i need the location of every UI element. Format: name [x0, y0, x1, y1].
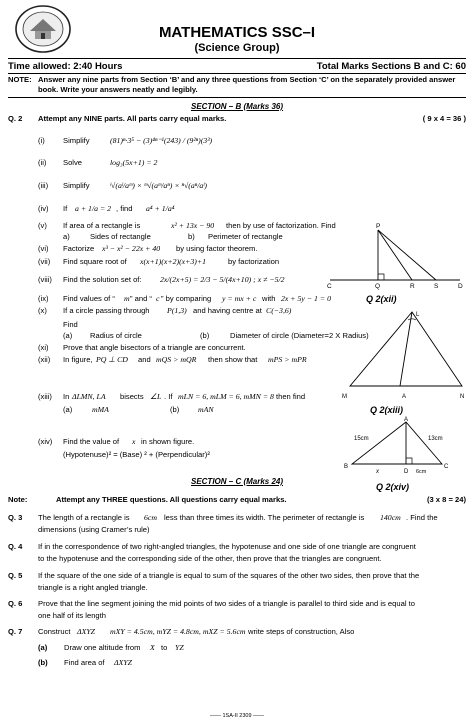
q3-pre: The length of a rectangle is	[38, 513, 130, 522]
fig-xii-label-c: C	[327, 283, 332, 290]
part-xiii-pre: In	[63, 392, 70, 401]
fig-xiv-label-b: B	[344, 464, 349, 470]
part-ix-mid2: ” by comparing	[161, 294, 212, 303]
total-marks: Total Marks Sections B and C: 60	[316, 61, 466, 72]
part-x-math2: C(−3,6)	[266, 306, 292, 315]
header-rule-mid	[8, 73, 466, 74]
fig-xiii-label-n: N	[460, 394, 465, 400]
q5-line1: If the square of the one side of a triangle is equal to sum of the squares of the other two sides, then prove that the	[38, 571, 420, 580]
fig-xii-label-s: S	[434, 283, 439, 290]
part-i-number: (i)	[38, 136, 45, 145]
part-xi-number: (xi)	[38, 343, 49, 352]
q7-pre: Construct	[38, 627, 71, 636]
q7-b-m: ΔXYZ	[114, 658, 133, 667]
part-x-find: Find	[63, 320, 78, 329]
header-rule-bottom	[8, 97, 466, 98]
fig-xiv-label-a: A	[404, 417, 409, 423]
part-xii-mid1: and	[138, 355, 151, 364]
part-iv-mid: , find	[116, 204, 133, 213]
fig-xiv-base-6: 6cm	[416, 469, 427, 475]
q3-post: . Find the	[406, 513, 438, 522]
figure-q2-xii	[326, 222, 466, 292]
part-v-a-label: a)	[63, 232, 70, 241]
part-ix-math1: y = mx + c	[222, 294, 257, 303]
q6-number: Q. 6	[8, 599, 23, 608]
part-v-b-label: b)	[188, 232, 195, 241]
q2-number: Q. 2	[8, 114, 23, 123]
part-viii-pre: Find the solution set of:	[63, 275, 142, 284]
q7-math2: mXY = 4.5cm, mYZ = 4.8cm, mXZ = 5.6cm	[110, 627, 246, 636]
part-vi-pre: Factorize	[63, 244, 95, 253]
part-iv-math2: a⁴ + 1/a⁴	[146, 204, 175, 213]
part-ix-mid1: ” and “	[130, 294, 152, 303]
part-vii-pre: Find square root of	[63, 257, 127, 266]
page-footer: —— 1SA-II 2309 ——	[209, 713, 265, 719]
part-vii-math: x(x+1)(x+2)(x+3)+1	[140, 257, 207, 266]
fig-xiv-x: x	[376, 469, 379, 475]
part-iv-pre: If	[63, 204, 68, 213]
fig-xiii-label-a: A	[402, 394, 407, 400]
q5-line2: triangle is a right angled triangle.	[38, 583, 148, 592]
q3-mid: less than three times its width. The perimeter of rectangle is	[164, 513, 365, 522]
q7-a-m2: YZ	[175, 643, 184, 652]
part-ii-text: Solve	[63, 158, 82, 167]
q7-b-label: (b)	[38, 658, 48, 667]
part-v-b-text: Perimeter of rectangle	[208, 232, 283, 241]
q6-line2: one half of its length	[38, 611, 106, 620]
part-x-mid: and having centre at	[193, 306, 262, 315]
part-vi-post: by using factor theorem.	[176, 244, 258, 253]
part-iv-math1: a + 1/a = 2	[75, 204, 112, 213]
part-vi-math: x³ − x² − 22x + 40	[102, 244, 161, 253]
figure-q2-xiv	[342, 416, 468, 480]
part-v-pre: If area of a rectangle is	[63, 221, 141, 230]
section-c-note-label: Note:	[8, 495, 28, 504]
part-xiii-a-math: mMA	[92, 405, 109, 414]
q3-math2: 140cm	[380, 513, 401, 522]
part-v-post: then by use of factorization. Find	[226, 221, 336, 230]
figure-label-q2-xii: Q 2(xii)	[366, 294, 397, 304]
fig-xiv-label-d: D	[404, 469, 409, 475]
part-vii-number: (vii)	[38, 257, 51, 266]
part-ix-c: c	[156, 294, 160, 303]
q7-a-label: (a)	[38, 643, 48, 652]
part-xiii-mid2: . If	[164, 392, 173, 401]
fig-xiv-side-13: 13cm	[428, 436, 443, 442]
section-b-heading: SECTION – B (Marks 36)	[190, 102, 284, 111]
q4-line1: If in the correspondence of two right-angled triangles, the hypotenuse and one side of one triangle are congruent	[38, 542, 416, 551]
q2-marks: ( 9 x 4 = 36 )	[422, 114, 466, 123]
part-x-b-label: (b)	[200, 331, 210, 340]
fig-xii-label-d: D	[458, 283, 463, 290]
part-xii-math3: mPS > mPR	[268, 355, 307, 364]
time-allowed: Time allowed: 2:40 Hours	[8, 61, 123, 72]
part-x-a-label: (a)	[63, 331, 73, 340]
q4-number: Q. 4	[8, 542, 23, 551]
part-x-b-text: Diameter of circle (Diameter=2 X Radius)	[230, 331, 369, 340]
section-c-note-text: Attempt any THREE questions. All questions carry equal marks.	[56, 495, 287, 504]
part-xiii-b-math: mAN	[198, 405, 214, 414]
part-iv-number: (iv)	[38, 204, 49, 213]
figure-label-q2-xiv: Q 2(xiv)	[376, 482, 410, 492]
part-xiii-math2: ∠L	[150, 392, 162, 401]
part-iii-number: (iii)	[38, 181, 49, 190]
part-iii-text: Simplify	[63, 181, 90, 190]
part-xiv-line1-x: x	[132, 437, 136, 446]
q3-math1: 6cm	[144, 513, 157, 522]
part-xiii-mid3: then find	[276, 392, 306, 401]
q2-text: Attempt any NINE parts. All parts carry equal marks.	[38, 114, 227, 123]
part-ii-number: (ii)	[38, 158, 47, 167]
part-xii-mid2: then show that	[208, 355, 258, 364]
part-vii-post: by factorization	[228, 257, 280, 266]
note-text: Answer any nine parts from Section ‘B’ and any three questions from Section ‘C’ on the separately provided answer book. Write your answers neatly and legibly.	[38, 75, 456, 94]
part-xii-number: (xii)	[38, 355, 51, 364]
part-xiii-mid1: bisects	[120, 392, 144, 401]
part-xiii-b-label: (b)	[170, 405, 180, 414]
part-xiii-a-label: (a)	[63, 405, 73, 414]
part-x-math1: P(1,3)	[167, 306, 187, 315]
figure-q2-xiii	[340, 306, 468, 404]
part-xii-math1: PQ ⊥ CD	[96, 355, 128, 364]
fig-xiii-label-l: L	[416, 312, 420, 318]
part-ix-math2: 2x + 5y − 1 = 0	[281, 294, 331, 303]
fig-xii-label-q: Q	[375, 283, 381, 290]
q7-a-m1: X	[150, 643, 155, 652]
part-viii-number: (viii)	[38, 275, 52, 284]
part-xiv-number: (xiv)	[38, 437, 53, 446]
q7-b-pre: Find area of	[64, 658, 105, 667]
part-xiv-line2: (Hypotenuse)² = (Base) ² + (Perpendicular)²	[63, 450, 210, 459]
header-rule-top	[8, 58, 466, 59]
q7-math1: ΔXYZ	[77, 627, 96, 636]
part-v-a-text: Sides of rectangle	[90, 232, 151, 241]
exam-title: MATHEMATICS SSC–I	[158, 24, 316, 41]
part-ii-math: log₃(5x+1) = 2	[110, 158, 158, 167]
part-xiv-line1-pre: Find the value of	[63, 437, 120, 446]
figure-label-q2-xiii: Q 2(xiii)	[370, 405, 404, 415]
fig-xii-label-r: R	[410, 283, 415, 290]
exam-subtitle: (Science Group)	[194, 42, 280, 54]
fig-xii-label-p: P	[376, 223, 381, 230]
note-label: NOTE:	[8, 75, 32, 84]
part-xii-pre: In figure,	[63, 355, 93, 364]
q4-line2: to the hypotenuse and the corresponding side of the other, then prove that the triangles are congruent.	[38, 554, 382, 563]
part-xiii-math1: ΔLMN, LA	[72, 392, 106, 401]
part-xiii-number: (xiii)	[38, 392, 52, 401]
section-c-note-marks: (3 x 8 = 24)	[426, 495, 466, 504]
part-xi-text: Prove that angle bisectors of a triangle are concurrent.	[63, 343, 246, 352]
part-ix-m: m	[124, 294, 130, 303]
part-ix-number: (ix)	[38, 294, 49, 303]
part-xiv-line1-post: in shown figure.	[141, 437, 195, 446]
part-x-pre: If a circle passing through	[63, 306, 150, 315]
part-vi-number: (vi)	[38, 244, 49, 253]
q6-line1: Prove that the line segment joining the mid points of two sides of a triangle is parallel to third side and is equal to	[38, 599, 415, 608]
q3-line2: dimensions (using Cramer’s rule)	[38, 525, 150, 534]
part-i-math: (81)ⁿ·3⁵ − (3)⁴ⁿ⁻¹(243) / (9²ⁿ)(3³)	[110, 136, 213, 145]
fig-xiii-label-m: M	[342, 394, 347, 400]
part-ix-pre: Find values of “	[63, 294, 115, 303]
part-x-number: (x)	[38, 306, 47, 315]
q7-post: write steps of construction, Also	[248, 627, 355, 636]
q7-number: Q. 7	[8, 627, 23, 636]
part-xiii-math3: mLN = 6, mLM = 6, mMN = 8	[178, 392, 274, 401]
q7-a-mid: to	[161, 643, 168, 652]
part-xii-math2: mQS > mQR	[156, 355, 197, 364]
part-iii-math: ˡ√(aˡ/aᵐ) × ᵐ√(aᵐ/aⁿ) × ⁿ√(aⁿ/aˡ)	[110, 181, 207, 190]
part-ix-mid3: with	[262, 294, 276, 303]
q7-a-pre: Draw one altitude from	[64, 643, 141, 652]
fig-xiv-label-c: C	[444, 464, 449, 470]
q3-number: Q. 3	[8, 513, 23, 522]
section-c-heading: SECTION – C (Marks 24)	[190, 477, 284, 486]
part-i-text: Simplify	[63, 136, 90, 145]
part-x-a-text: Radius of circle	[90, 331, 142, 340]
q5-number: Q. 5	[8, 571, 23, 580]
part-viii-math: 2x/(2x+5) = 2/3 − 5/(4x+10) ; x ≠ −5/2	[160, 275, 285, 284]
part-v-number: (v)	[38, 221, 47, 230]
part-v-math: x² + 13x − 90	[171, 221, 215, 230]
fig-xiv-side-15: 15cm	[354, 436, 369, 442]
